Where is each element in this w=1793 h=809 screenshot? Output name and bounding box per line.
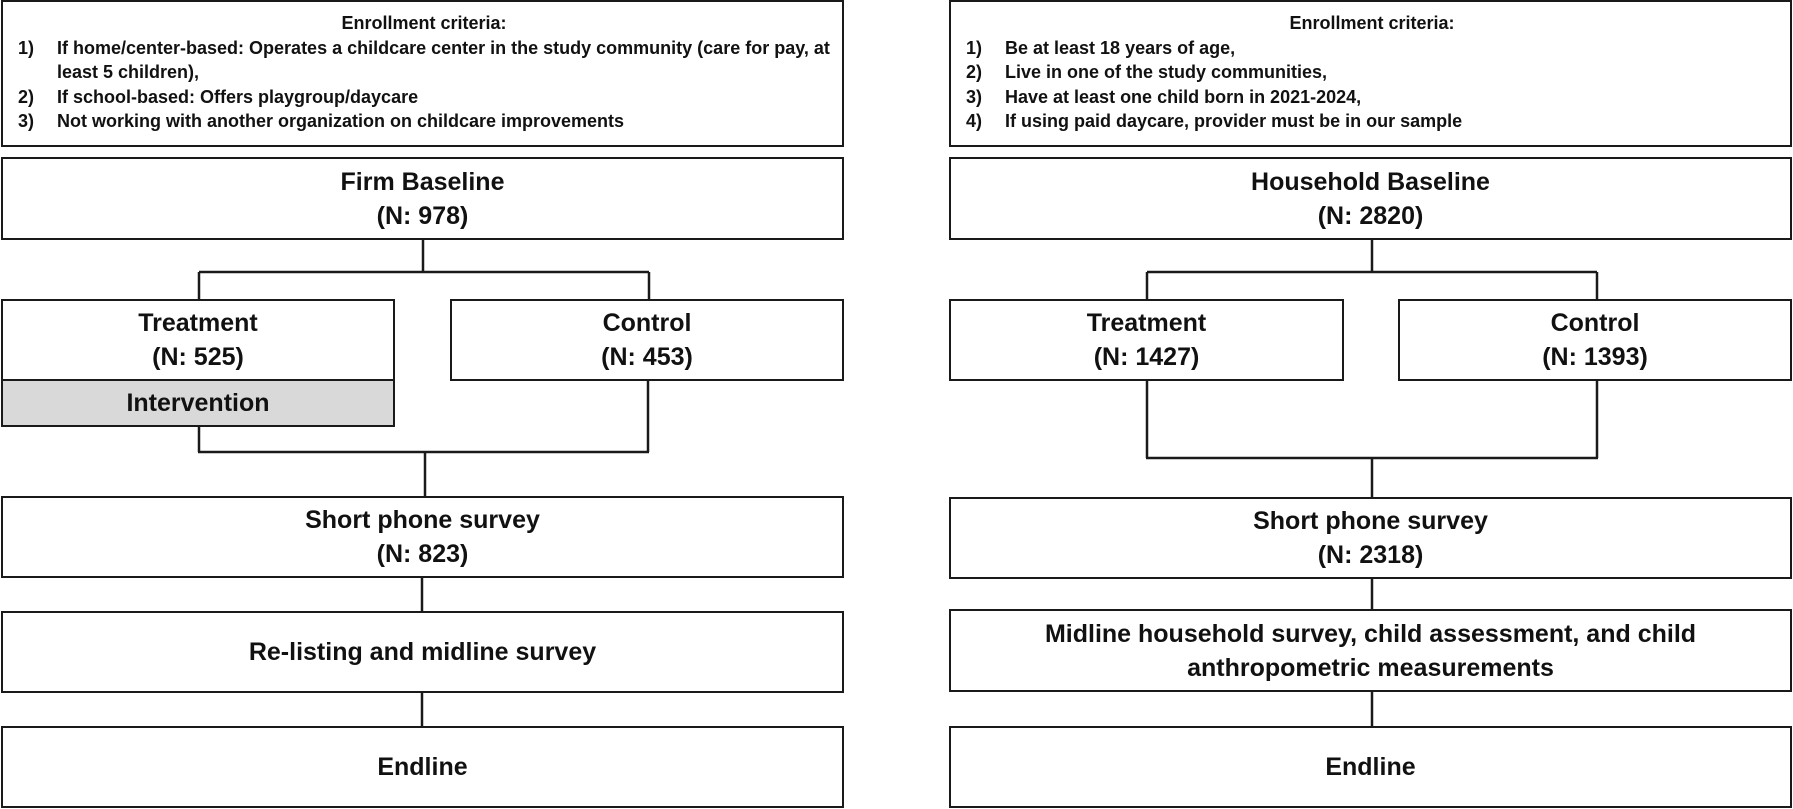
household-treatment-n: (N: 1427) <box>1093 343 1200 371</box>
household-criterion-4 <box>966 109 1778 134</box>
household-endline-box <box>949 726 1792 808</box>
household-treatment-title: Treatment <box>1086 309 1207 337</box>
criterion-number: 2) <box>966 62 983 82</box>
firm-control-box <box>450 299 844 381</box>
criterion-number: 1) <box>966 37 983 58</box>
firm-intervention-box <box>1 379 395 427</box>
household-baseline-n: (N: 2820) <box>1317 201 1424 230</box>
criterion-text: Be at least 18 years of age, <box>1005 37 1236 58</box>
household-criteria-list <box>966 36 1778 134</box>
firm-criterion-2 <box>18 85 830 110</box>
criterion-number: 4) <box>966 111 983 131</box>
firm-criteria-title: Enrollment criteria: <box>341 13 507 33</box>
household-phone-survey-title: Short phone survey <box>1253 507 1488 535</box>
criterion-text: Live in one of the study communities, <box>1005 62 1328 82</box>
household-control-n: (N: 1393) <box>1542 343 1648 371</box>
household-phone-survey-box <box>949 497 1792 579</box>
household-midline-box <box>949 609 1792 692</box>
household-endline-label: Endline <box>1325 753 1416 781</box>
firm-baseline-title: Firm Baseline <box>340 167 505 196</box>
firm-enrollment-criteria <box>1 0 844 147</box>
firm-midline-box <box>1 611 844 693</box>
firm-control-title: Control <box>602 309 692 337</box>
criterion-number: 2) <box>18 86 35 107</box>
firm-endline-box <box>1 726 844 808</box>
criterion-text: Not working with another organization on childcare improvements <box>57 111 625 131</box>
criterion-text: If home/center-based: Operates a childcare center in the study community (care for pay, at least 5 children), <box>57 37 830 82</box>
firm-midline-label: Re-listing and midline survey <box>248 638 597 666</box>
firm-treatment-box <box>1 299 395 381</box>
firm-intervention-label: Intervention <box>126 389 270 417</box>
firm-treatment-title: Treatment <box>138 309 258 337</box>
household-criterion-3 <box>966 85 1778 110</box>
household-criterion-1 <box>966 36 1778 61</box>
household-criteria-title: Enrollment criteria: <box>1289 13 1455 33</box>
firm-treatment-n: (N: 525) <box>152 343 244 371</box>
firm-criteria-list <box>18 36 830 134</box>
firm-criterion-3 <box>18 109 830 134</box>
firm-baseline-n: (N: 978) <box>376 201 469 230</box>
household-control-box <box>1398 299 1792 381</box>
household-phone-survey-n: (N: 2318) <box>1317 541 1424 569</box>
firm-baseline-box <box>1 157 844 240</box>
firm-phone-survey-box <box>1 496 844 578</box>
criterion-number: 1) <box>18 37 35 58</box>
household-criterion-2 <box>966 60 1778 85</box>
firm-endline-label: Endline <box>377 753 468 781</box>
household-baseline-box <box>949 157 1792 240</box>
household-midline-label: Midline household survey, child assessment, and child anthropometric measurements <box>1044 619 1697 682</box>
firm-phone-survey-title: Short phone survey <box>305 506 540 534</box>
household-treatment-box <box>949 299 1344 381</box>
firm-control-n: (N: 453) <box>601 343 693 371</box>
household-baseline-title: Household Baseline <box>1251 167 1490 196</box>
firm-criterion-1 <box>18 36 830 85</box>
household-control-title: Control <box>1550 309 1640 337</box>
household-enrollment-criteria <box>949 0 1792 147</box>
criterion-number: 3) <box>966 86 983 107</box>
criterion-text: If school-based: Offers playgroup/daycare <box>57 86 419 107</box>
criterion-number: 3) <box>18 111 35 131</box>
criterion-text: If using paid daycare, provider must be in our sample <box>1005 111 1463 131</box>
firm-phone-survey-n: (N: 823) <box>376 540 469 568</box>
criterion-text: Have at least one child born in 2021-2024, <box>1005 86 1362 107</box>
